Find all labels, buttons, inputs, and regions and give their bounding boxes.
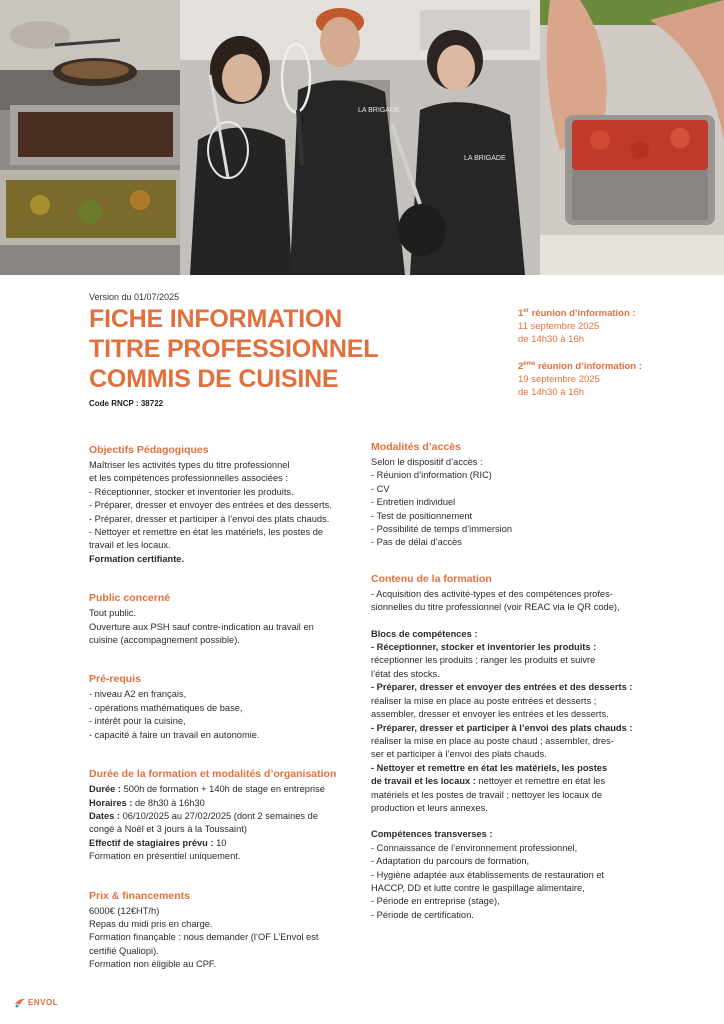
title-line: COMMIS DE CUISINE: [89, 365, 339, 393]
effectif-line: Effectif de stagiaires prévu : 10: [89, 837, 227, 848]
text-line: - intérêt pour la cuisine,: [89, 716, 186, 727]
plating-photo: [540, 0, 724, 275]
bloc-heading: - Préparer, dresser et envoyer des entrées et des desserts :: [371, 682, 633, 693]
title-line: FICHE INFORMATION: [89, 305, 343, 333]
text-line: - Période en entreprise (stage),: [371, 896, 500, 907]
text-line: certifié Qualiopi).: [89, 945, 159, 956]
info-session-date: 19 septembre 2025: [518, 374, 600, 386]
section-modalites: [371, 440, 653, 550]
text-line: - Test de positionnement: [371, 510, 473, 521]
section-title: Prix & financements: [89, 889, 190, 902]
section-title: Contenu de la formation: [371, 572, 492, 585]
text-line: et les compétences professionnelles associées :: [89, 473, 288, 484]
text-line: sionnelles du titre professionnel (voir REAC via le QR code),: [371, 602, 620, 613]
text-line: 6000€ (12€HT/h): [89, 905, 160, 916]
text-line: - Préparer, dresser et envoyer des entrées et des desserts.: [89, 500, 332, 511]
text-line: - capacité à faire un travail en autonomie.: [89, 729, 260, 740]
info-session-date: 11 septembre 2025: [518, 321, 600, 333]
envol-logo: [14, 996, 58, 1008]
text-line: - Acquisition des activité-types et des compétences profes-: [371, 588, 613, 599]
text-line: ser et participer à l’envoi des plats chauds.: [371, 749, 547, 760]
buffet-photo: [0, 0, 180, 275]
text-line: cuisine (accompagnement possible).: [89, 635, 240, 646]
text-line: - Entretien individuel: [371, 497, 456, 508]
text-line: assembler, dresser et envoyer les entrées et les desserts.: [371, 709, 609, 720]
text-line: Maîtriser les activités types du titre professionnel: [89, 460, 290, 470]
text-line: - opérations mathématiques de base,: [89, 702, 243, 713]
info-session-heading: 1er réunion d’information :: [518, 308, 636, 320]
horaires-line: Horaires : de 8h30 à 16h30: [89, 797, 205, 808]
text-line: - Période de certification.: [371, 909, 474, 920]
text-line: - CV: [371, 483, 390, 494]
section-objectifs: [89, 443, 357, 566]
info-session-time: de 14h30 à 16h: [518, 387, 585, 399]
version-date: Version du 01/07/2025: [89, 292, 180, 302]
info-session-1: [518, 305, 636, 346]
text-line: - Pas de délai d’accès: [371, 537, 462, 548]
bloc-heading-continued: de travail et les locaux : nettoyer et remettre en état les: [371, 776, 606, 787]
text-line: travail et les locaux.: [89, 540, 171, 551]
bloc-heading: - Nettoyer et remettre en état les matériels, les postes: [371, 762, 608, 773]
text-line: matériels et les postes de travail ; nettoyer les locaux de: [371, 789, 602, 800]
text-line: réceptionner les produits ; ranger les produits et suivre: [371, 655, 596, 666]
text-line: l’état des stocks.: [371, 668, 440, 679]
text-line: - Réunion d’information (RIC): [371, 470, 492, 481]
bird-icon: [14, 996, 26, 1008]
right-column: [371, 440, 653, 922]
section-title: Durée de la formation et modalités d’organisation: [89, 768, 337, 781]
text-line: Tout public.: [89, 608, 137, 619]
photo-banner: [0, 0, 724, 275]
text-line: Ouverture aux PSH sauf contre-indication au travail en: [89, 621, 314, 632]
text-line: production et leurs annexes.: [371, 802, 488, 813]
text-line: Formation non éligible au CPF.: [89, 959, 217, 970]
bloc-heading: - Réceptionner, stocker et inventorier les produits :: [371, 642, 597, 653]
left-column: [89, 443, 357, 972]
bloc-heading: - Préparer, dresser et participer à l’envoi des plats chauds :: [371, 722, 633, 733]
info-session-heading: 2ème réunion d’information :: [518, 361, 642, 373]
text-line: - Connaissance de l’environnement professionnel,: [371, 842, 578, 853]
blocs-title: Blocs de compétences :: [371, 628, 478, 639]
text-line: - Réceptionner, stocker et inventorier les produits.: [89, 486, 294, 497]
transverses-title: Compétences transverses :: [371, 829, 493, 840]
text-line: - Préparer, dresser et participer à l’envoi des plats chauds.: [89, 513, 330, 524]
section-prix: [89, 889, 357, 972]
dates-line: Dates : 06/10/2025 au 27/02/2025 (dont 2 semaines de: [89, 810, 318, 821]
page-title: [89, 304, 378, 394]
logo-text: ENVOL: [28, 997, 59, 1007]
cooks-photo: [180, 0, 540, 275]
text-line: Selon le dispositif d’accès :: [371, 457, 483, 467]
section-duree: [89, 767, 357, 863]
apron-brand-right: LA BRIGADE: [464, 155, 506, 162]
text-line: Formation finançable : nous demander (l’OF L’Envol est: [89, 932, 319, 943]
section-title: Objectifs Pédagogiques: [89, 444, 209, 456]
info-session-time: de 14h30 à 16h: [518, 334, 585, 346]
text-line: HACCP, DD et lutte contre le gaspillage alimentaire,: [371, 882, 585, 893]
section-title: Pré-requis: [89, 673, 141, 686]
section-title: Public concerné: [89, 592, 171, 605]
text-line: - niveau A2 en français,: [89, 689, 187, 700]
text-line: - Possibilité de temps d’immersion: [371, 524, 513, 535]
text-line: réaliser la mise en place au poste entrées et desserts ;: [371, 695, 597, 706]
rncp-code: Code RNCP : 38722: [89, 399, 164, 408]
section-public: [89, 591, 357, 647]
text-line: - Nettoyer et remettre en état les matériels, les postes de: [89, 527, 324, 538]
section-title: Modalités d’accès: [371, 441, 461, 453]
text-line: - Adaptation du parcours de formation,: [371, 856, 530, 867]
duree-line: Durée : 500h de formation + 140h de stage en entreprise: [89, 784, 325, 795]
text-line: - Hygiène adaptée aux établissements de restauration et: [371, 869, 605, 880]
section-contenu: [371, 572, 653, 922]
info-session-2: [518, 358, 642, 399]
certification-note: Formation certifiante.: [89, 553, 185, 564]
text-line: réaliser la mise en place au poste chaud ; assembler, dres-: [371, 735, 614, 746]
title-line: TITRE PROFESSIONNEL: [89, 335, 379, 363]
presentiel-line: Formation en présentiel uniquement.: [89, 851, 241, 862]
section-prerequis: [89, 672, 357, 742]
apron-brand-left: LA BRIGADE: [358, 107, 400, 114]
dates-line-2: congé à Noël et 3 jours à la Toussaint): [89, 824, 247, 835]
text-line: Repas du midi pris en charge.: [89, 918, 213, 929]
